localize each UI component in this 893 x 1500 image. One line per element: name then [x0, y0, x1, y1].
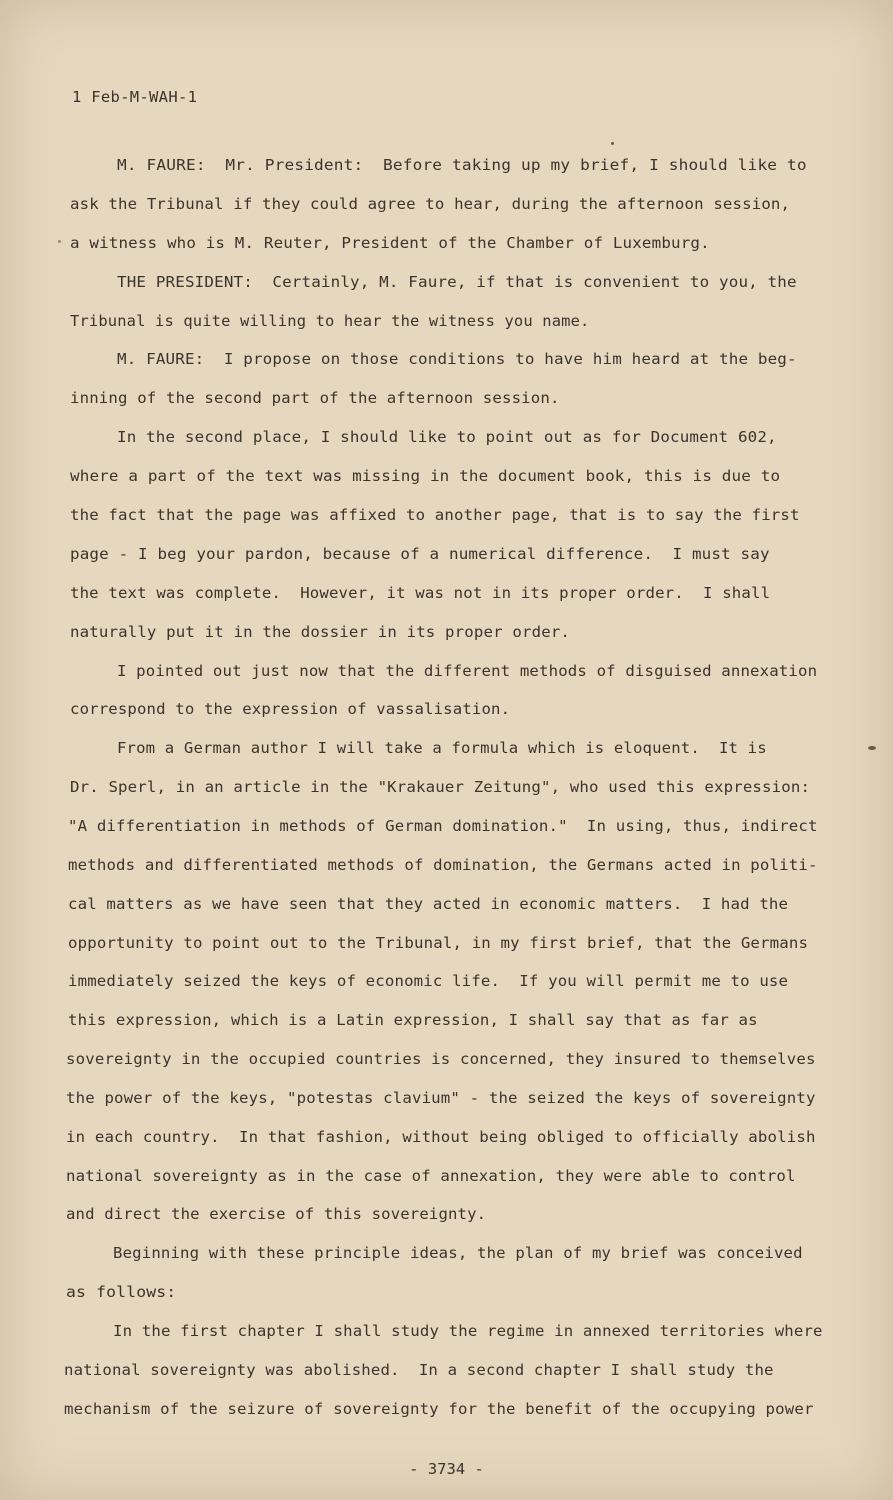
text-line: inning of the second part of the afternoon session.: [70, 389, 560, 407]
text-line: methods and differentiated methods of domination, the Germans acted in politi-: [68, 856, 818, 874]
text-line: the power of the keys, "potestas clavium" - the seized the keys of sovereignty: [66, 1089, 816, 1107]
text-line: correspond to the expression of vassalisation.: [70, 700, 511, 718]
text-line: national sovereignty as in the case of annexation, they were able to control: [66, 1167, 796, 1185]
text-line: opportunity to point out to the Tribunal, in my first brief, that the Germans: [68, 934, 809, 952]
text-line: In the first chapter I shall study the regime in annexed territories where: [113, 1322, 823, 1340]
text-line: M. FAURE: Mr. President: Before taking up my brief, I should like to: [117, 156, 807, 174]
text-line: national sovereignty was abolished. In a second chapter I shall study the: [64, 1361, 774, 1379]
text-line: "A differentiation in methods of German domination." In using, thus, indirect: [68, 817, 818, 835]
text-line: and direct the exercise of this sovereignty.: [66, 1205, 487, 1223]
text-line: this expression, which is a Latin expression, I shall say that as far as: [68, 1011, 758, 1029]
text-line: From a German author I will take a formula which is eloquent. It is: [117, 739, 767, 757]
text-line: mechanism of the seizure of sovereignty for the benefit of the occupying power: [64, 1400, 814, 1418]
text-line: I pointed out just now that the different methods of disguised annexation: [117, 662, 818, 680]
text-line: In the second place, I should like to point out as for Document 602,: [117, 428, 777, 446]
text-line: Dr. Sperl, in an article in the "Krakauer Zeitung", who used this expression:: [70, 778, 811, 796]
text-line: M. FAURE: I propose on those conditions to have him heard at the beg-: [117, 350, 797, 368]
ink-speck: [58, 240, 61, 243]
text-line: the text was complete. However, it was not in its proper order. I shall: [70, 584, 771, 602]
text-line: as follows:: [66, 1283, 177, 1301]
text-line: THE PRESIDENT: Certainly, M. Faure, if that is convenient to you, the: [117, 273, 797, 291]
text-line: in each country. In that fashion, without being obliged to officially abolish: [66, 1128, 816, 1146]
text-line: sovereignty in the occupied countries is concerned, they insured to themselves: [66, 1050, 816, 1068]
text-line: page - I beg your pardon, because of a numerical difference. I must say: [70, 545, 770, 563]
text-line: naturally put it in the dossier in its proper order.: [70, 623, 571, 641]
page-number: - 3734 -: [409, 1460, 484, 1478]
text-line: ask the Tribunal if they could agree to hear, during the afternoon session,: [70, 195, 791, 213]
text-line: a witness who is M. Reuter, President of the Chamber of Luxemburg.: [70, 234, 710, 252]
document-header-id: 1 Feb-M-WAH-1: [72, 88, 198, 106]
ink-speck: [868, 746, 876, 750]
text-line: Beginning with these principle ideas, the plan of my brief was conceived: [113, 1244, 803, 1262]
text-line: where a part of the text was missing in the document book, this is due to: [70, 467, 781, 485]
ink-speck: [611, 142, 614, 145]
text-line: immediately seized the keys of economic life. If you will permit me to use: [68, 972, 789, 990]
text-line: cal matters as we have seen that they acted in economic matters. I had the: [68, 895, 789, 913]
text-line: the fact that the page was affixed to another page, that is to say the first: [70, 506, 800, 524]
text-line: Tribunal is quite willing to hear the witness you name.: [70, 312, 590, 330]
